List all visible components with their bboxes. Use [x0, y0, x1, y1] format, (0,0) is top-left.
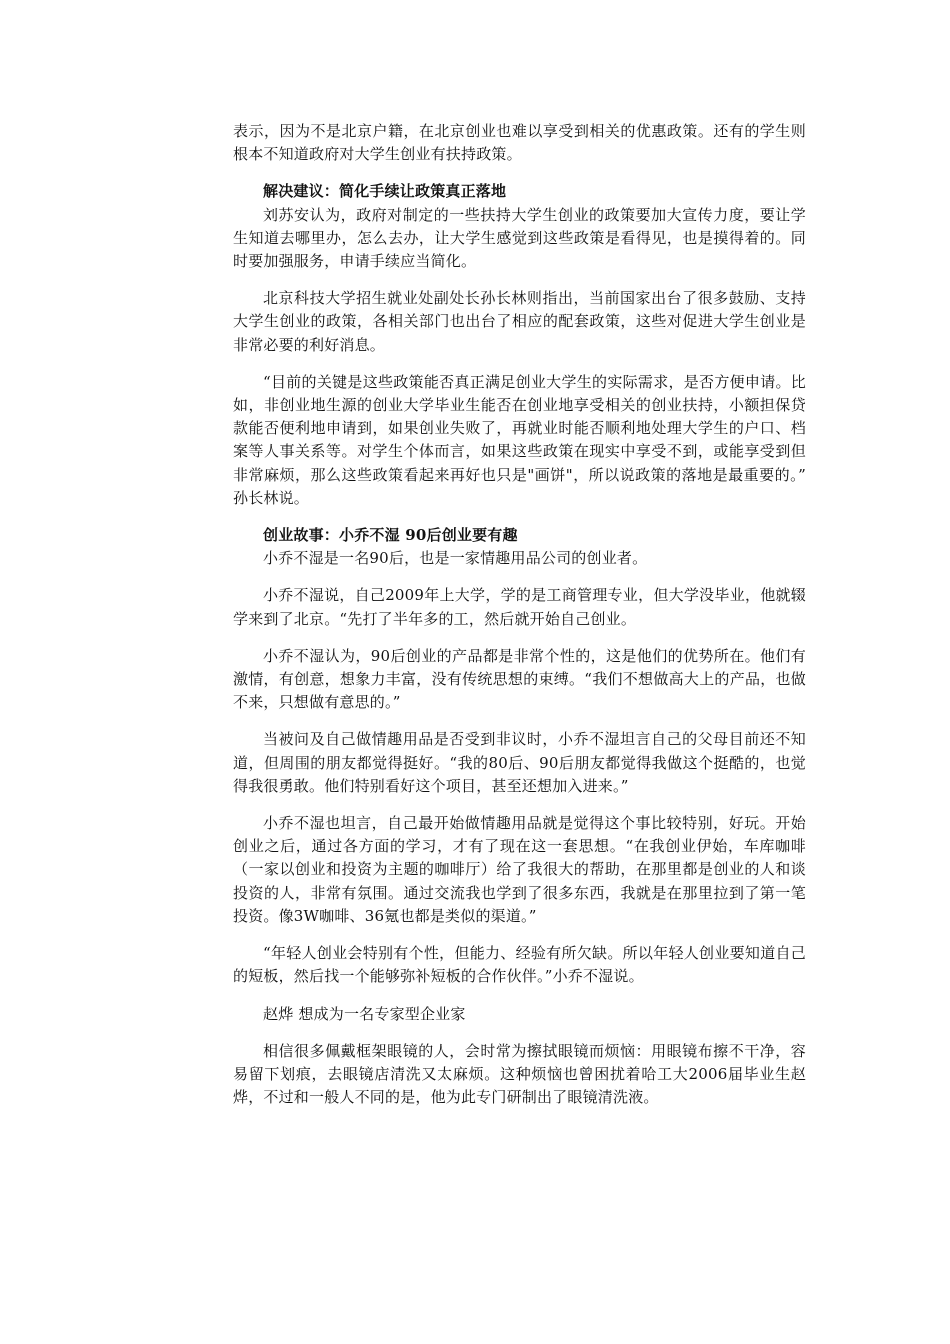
paragraph-zhaoye-glasses: 相信很多佩戴框架眼镜的人，会时常为擦拭眼镜而烦恼：用眼镜布擦不干净，容易留下划痕，去眼镜店清洗又太麻烦。这种烦恼也曾困扰着哈工大2006届毕业生赵烨，不过和一般人不同的是，他为此专门研制出了眼镜清洗液。: [233, 1041, 806, 1107]
section-heading-suggestion: 解决建议：简化手续让政策真正落地: [263, 182, 507, 201]
paragraph-xiaoqiao-college: 小乔不湿说，自己2009年上大学，学的是工商管理专业，但大学没毕业，他就辍学来到了北京。“先打了半年多的工，然后就开始自己创业。: [233, 586, 806, 628]
article-body: [233, 120, 806, 1109]
paragraph-xiaoqiao-intro: 小乔不湿是一名90后，也是一家情趣用品公司的创业者。: [263, 549, 648, 568]
section-heading-zhaoye: 赵烨 想成为一名专家型企业家: [263, 1004, 466, 1023]
paragraph-xiaoqiao-advice: “年轻人创业会特别有个性，但能力、经验有所欠缺。所以年轻人创业要知道自己的短板，然后找一个能够弥补短板的合作伙伴。”小乔不湿说。: [233, 944, 806, 986]
paragraph-sun-intro: 北京科技大学招生就业处副处长孙长林则指出，当前国家出台了很多鼓励、支持大学生创业的政策，各相关部门也出台了相应的配套政策，这些对促进大学生创业是非常必要的利好消息。: [233, 289, 806, 354]
paragraph-xiaoqiao-products: 小乔不湿认为，90后创业的产品都是非常个性的，这是他们的优势所在。他们有激情，有创意，想象力丰富，没有传统思想的束缚。“我们不想做高大上的产品，也做不来，只想做有意思的。”: [233, 646, 806, 712]
section-heading-story: 创业故事：小乔不湿 90后创业要有趣: [263, 526, 518, 545]
paragraph-xiaoqiao-garage: 小乔不湿也坦言，自己最开始做情趣用品就是觉得这个事比较特别，好玩。开始创业之后，通过各方面的学习，才有了现在这一套思想。“在我创业伊始，车库咖啡（一家以创业和投资为主题的咖啡厅）给了我很大的帮助，在那里都是创业的人和谈投资的人，非常有氛围。通过交流我也学到了很多东西，我就是在那里拉到了第一笔投资。像3W咖啡、36氪也都是类似的渠道。”: [233, 814, 806, 925]
paragraph-intro: 表示，因为不是北京户籍，在北京创业也难以享受到相关的优惠政策。还有的学生则根本不知道政府对大学生创业有扶持政策。: [233, 122, 806, 164]
paragraph-liu: 刘苏安认为，政府对制定的一些扶持大学生创业的政策要加大宣传力度，要让学生知道去哪里办，怎么去办，让大学生感觉到这些政策是看得见，也是摸得着的。同时要加强服务，申请手续应当简化。: [233, 205, 806, 271]
paragraph-sun-quote: “目前的关键是这些政策能否真正满足创业大学生的实际需求，是否方便申请。比如，非创业地生源的创业大学毕业生能否在创业地享受相关的创业扶持，小额担保贷款能否便利地申请到，如果创业失败了，再就业时能否顺利地处理大学生的户口、档案等人事关系等。对学生个体而言，如果这些政策在现实中享受不到，或能享受到但非常麻烦，那么这些政策看起来再好也只是"画饼"，所以说政策的落地是最重要的。” 孙长林说。: [233, 372, 806, 507]
paragraph-xiaoqiao-friends: 当被问及自己做情趣用品是否受到非议时，小乔不湿坦言自己的父母目前还不知道，但周围的朋友都觉得挺好。“我的80后、90后朋友都觉得我做这个挺酷的，也觉得我很勇敢。他们特别看好这个项目，甚至还想加入进来。”: [233, 730, 806, 795]
